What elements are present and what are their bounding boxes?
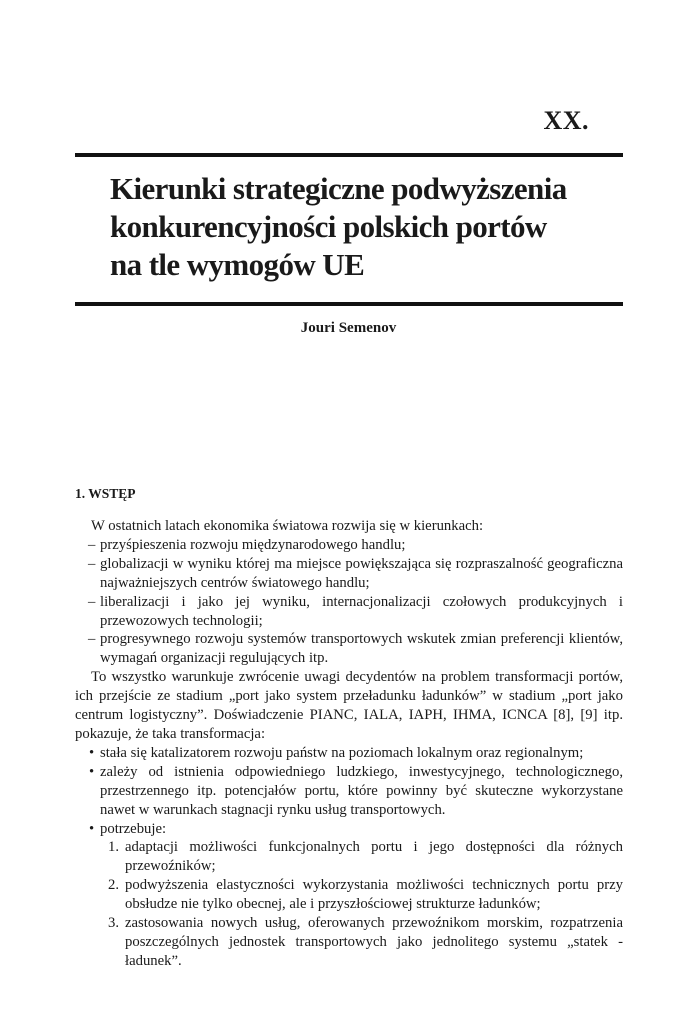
dash-marker: – bbox=[88, 555, 96, 572]
title-line-3: na tle wymogów UE bbox=[110, 247, 365, 282]
list-item-text: potrzebuje: bbox=[100, 820, 167, 837]
list-item-text: podwyższenia elastyczności wykorzystania możliwości technicznych portu przy obsłudze nie tylko obecnej, ale i przyszłościowej strukturze ładunków; bbox=[125, 877, 623, 913]
list-item-text: adaptacji możliwości funkcjonalnych portu i jego dostępności dla różnych przewoźników; bbox=[125, 839, 623, 875]
bottom-rule bbox=[75, 302, 623, 306]
list-item bbox=[75, 914, 623, 971]
list-item bbox=[75, 838, 623, 876]
author-name: Jouri Semenov bbox=[300, 320, 397, 336]
bullet-list bbox=[75, 744, 623, 839]
dash-list bbox=[75, 536, 623, 668]
dash-marker: – bbox=[88, 593, 96, 610]
title-line-1: Kierunki strategiczne podwyższenia bbox=[110, 171, 567, 206]
intro-paragraph: W ostatnich latach ekonomika światowa rozwija się w kierunkach: bbox=[91, 518, 484, 534]
bullet-marker: • bbox=[89, 820, 95, 837]
list-item bbox=[75, 744, 623, 763]
list-item bbox=[75, 763, 623, 820]
number-marker: 1. bbox=[108, 839, 120, 856]
list-item-text: zastosowania nowych usług, oferowanych przewoźnikom morskim, rozpatrzenia poszczególnych jednostek transportowych jako jednolitego systemu „statek - ładunek”. bbox=[125, 915, 623, 969]
top-rule bbox=[75, 153, 623, 157]
title-line-2: konkurencyjności polskich portów bbox=[110, 209, 547, 244]
list-item-text: zależy od istnienia odpowiedniego ludzkiego, inwestycyjnego, technologicznego, przestrzennego itp. potencjałów portu, które powinny być skuteczne wykorzystane nawet w warunkach stagnacji rynku usług transportowych. bbox=[100, 763, 623, 818]
list-item bbox=[75, 593, 623, 631]
number-marker: 2. bbox=[108, 877, 120, 894]
dash-marker: – bbox=[88, 536, 96, 553]
list-item-text: globalizacji w wyniku której ma miejsce powiększająca się rozpraszalność geograficzna najważniejszych centrów światowego handlu; bbox=[100, 555, 623, 591]
dash-marker: – bbox=[88, 631, 96, 648]
list-item bbox=[75, 820, 623, 839]
chapter-number: XX. bbox=[543, 106, 589, 135]
bullet-marker: • bbox=[89, 744, 95, 761]
list-item bbox=[75, 630, 623, 668]
bullet-marker: • bbox=[89, 763, 95, 780]
number-marker: 3. bbox=[108, 915, 120, 932]
numbered-list bbox=[75, 838, 623, 970]
transformation-paragraph: To wszystko warunkuje zwrócenie uwagi decydentów na problem transformacji portów, ich przejście ze stadium „port jako system przeładunku ładunków” w stadium „port jako centrum logistyczny”. Doświadczenie PIANC, IALA, IAPH, IHMA, ICNCA [8], [9] itp. pokazuje, że taka transformacja: bbox=[75, 669, 623, 742]
list-item bbox=[75, 876, 623, 914]
body-text bbox=[75, 517, 623, 971]
chapter-title bbox=[110, 170, 610, 284]
list-item-text: progresywnego rozwoju systemów transportowych wskutek zmian preferencji klientów, wymagań organizacji regulujących itp. bbox=[100, 631, 623, 667]
list-item bbox=[75, 555, 623, 593]
list-item-text: liberalizacji i jako jej wyniku, internacjonalizacji czołowych produkcyjnych i przewozowych technologii; bbox=[100, 593, 623, 629]
list-item bbox=[75, 536, 623, 555]
list-item-text: stała się katalizatorem rozwoju państw na poziomach lokalnym oraz regionalnym; bbox=[100, 744, 584, 761]
list-item-text: przyśpieszenia rozwoju międzynarodowego handlu; bbox=[100, 536, 406, 553]
section-heading: 1. WSTĘP bbox=[75, 486, 136, 501]
